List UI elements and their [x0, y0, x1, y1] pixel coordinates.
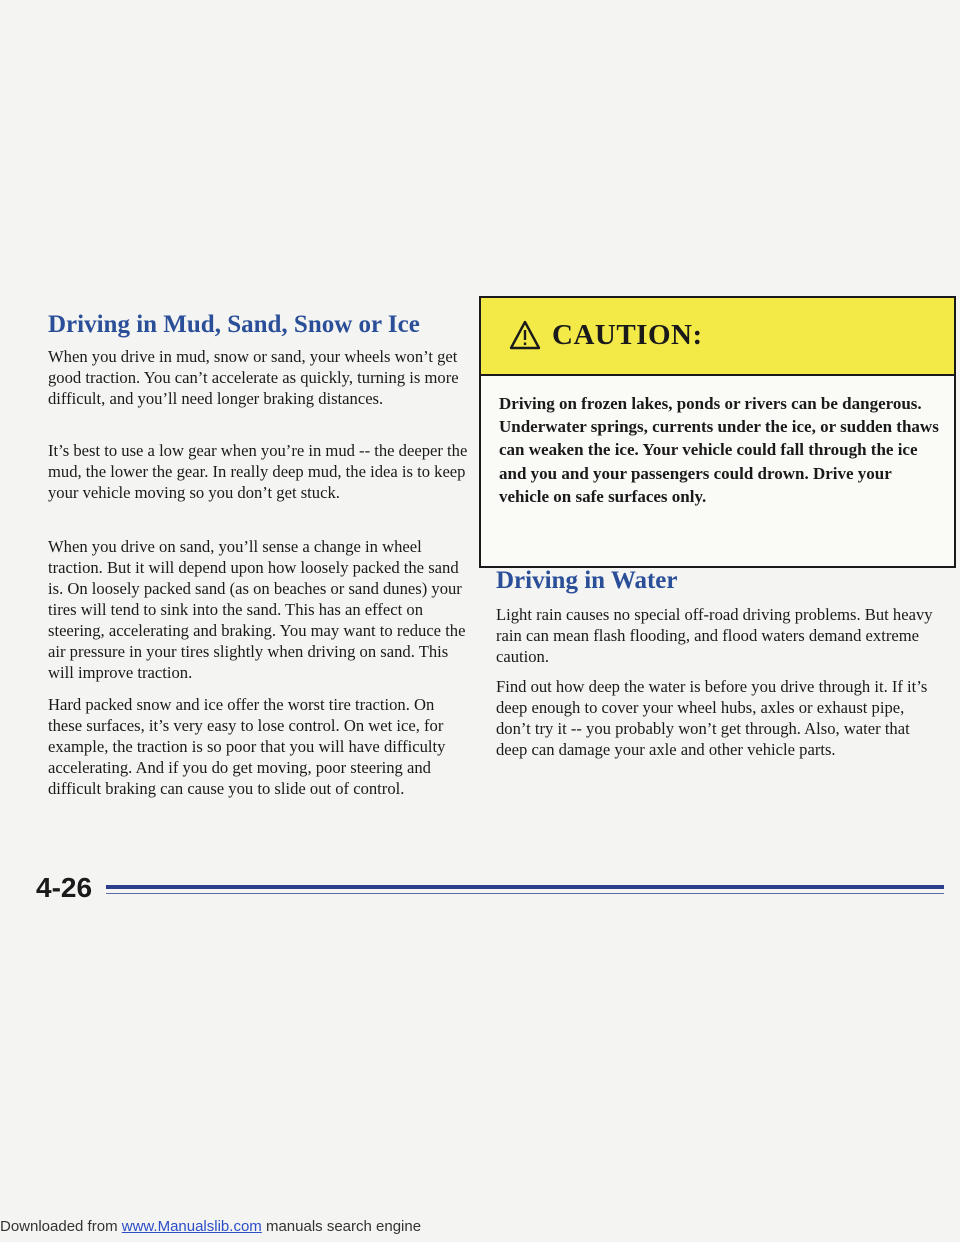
footer-prefix: Downloaded from	[0, 1218, 118, 1235]
caution-header	[481, 298, 954, 376]
paragraph-rain: Light rain causes no special off-road driving problems. But heavy rain can mean flash flooding, and flood waters demand extreme caution.	[496, 605, 933, 666]
heading-driving-in-water: Driving in Water	[496, 567, 678, 594]
paragraph-sand: When you drive on sand, you’ll sense a change in wheel traction. But it will depend upon how loosely packed the sand is. On loosely packed sand (as on beaches or sand dunes) your tires will tend to sink into the sand. This has an effect on steering, accelerating and braking. You may want to reduce the air pressure in your tires slightly when driving on sand. This will improve traction.	[48, 537, 466, 682]
warning-triangle-icon	[509, 320, 541, 350]
paragraph-traction: When you drive in mud, snow or sand, your wheels won’t get good traction. You can’t accelerate as quickly, turning is more difficult, and you’ll need longer braking distances.	[48, 347, 459, 408]
paragraph-low-gear: It’s best to use a low gear when you’re in mud -- the deeper the mud, the lower the gear. In really deep mud, the idea is to keep your vehicle moving so you don’t get stuck.	[48, 441, 468, 502]
caution-text: Driving on frozen lakes, ponds or rivers can be dangerous. Underwater springs, currents under the ice, or sudden thaws can weaken the ice. Your vehicle could fall through the ice and you and your passengers could drown. Drive your vehicle on safe surfaces only.	[499, 394, 939, 506]
heading-mud-sand-snow-ice: Driving in Mud, Sand, Snow or Ice	[48, 311, 420, 338]
page-rule-thin	[106, 893, 944, 894]
caution-box	[479, 296, 956, 568]
paragraph-snow-ice: Hard packed snow and ice offer the worst tire traction. On these surfaces, it’s very easy to lose control. On wet ice, for example, the traction is so poor that you will have difficulty accelerating. And if you do get moving, poor steering and difficult braking can cause you to slide out of control.	[48, 695, 446, 798]
page-rule	[106, 885, 944, 889]
paragraph-water-depth: Find out how deep the water is before you drive through it. If it’s deep enough to cover your wheel hubs, axles or exhaust pipe, don’t try it -- you probably won’t get through. Also, water that deep can damage your axle and other vehicle parts.	[496, 677, 928, 759]
footer-download-notice	[0, 1218, 421, 1236]
footer-suffix: manuals search engine	[265, 1218, 422, 1235]
manualslib-link[interactable]: www.Manualslib.com	[121, 1218, 262, 1235]
page-number: 4-26	[36, 872, 93, 903]
caution-title: CAUTION:	[552, 319, 703, 351]
